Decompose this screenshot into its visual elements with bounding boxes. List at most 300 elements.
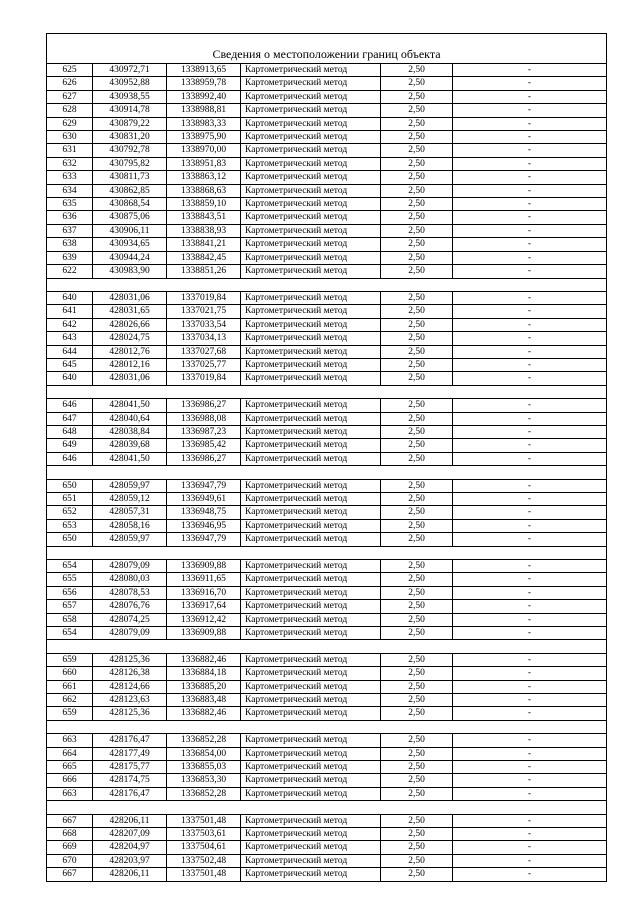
cell-description: - <box>453 519 607 532</box>
table-row <box>47 104 607 117</box>
cell-coord-x: 428012,16 <box>93 358 167 371</box>
cell-method: Картометрический метод <box>241 787 381 800</box>
cell-description: - <box>453 613 607 626</box>
cell-coord-x: 428031,06 <box>93 372 167 385</box>
cell-coord-x: 428041,50 <box>93 452 167 465</box>
cell-method: Картометрический метод <box>241 171 381 184</box>
cell-method: Картометрический метод <box>241 372 381 385</box>
cell-coord-y: 1337034,13 <box>167 332 241 345</box>
cell-point-number: 639 <box>47 251 93 264</box>
cell-coord-x: 428124,66 <box>93 680 167 693</box>
cell-accuracy: 2,50 <box>381 492 453 505</box>
cell-accuracy: 2,50 <box>381 305 453 318</box>
group-separator-row <box>47 466 607 479</box>
cell-coord-x: 428080,03 <box>93 573 167 586</box>
cell-accuracy: 2,50 <box>381 372 453 385</box>
cell-coord-y: 1336986,27 <box>167 399 241 412</box>
table-row <box>47 613 607 626</box>
cell-method: Картометрический метод <box>241 573 381 586</box>
group-separator-row <box>47 546 607 559</box>
cell-description: - <box>453 667 607 680</box>
cell-point-number: 666 <box>47 774 93 787</box>
cell-coord-y: 1336916,70 <box>167 586 241 599</box>
cell-coord-x: 430906,11 <box>93 224 167 237</box>
cell-method: Картометрический метод <box>241 519 381 532</box>
cell-coord-x: 428026,66 <box>93 318 167 331</box>
cell-method: Картометрический метод <box>241 131 381 144</box>
table-row <box>47 854 607 867</box>
cell-accuracy: 2,50 <box>381 412 453 425</box>
cell-point-number: 659 <box>47 653 93 666</box>
cell-coord-y: 1338841,21 <box>167 238 241 251</box>
cell-point-number: 663 <box>47 734 93 747</box>
cell-description: - <box>453 559 607 572</box>
cell-accuracy: 2,50 <box>381 613 453 626</box>
cell-coord-x: 428207,09 <box>93 828 167 841</box>
cell-description: - <box>453 841 607 854</box>
cell-method: Картометрический метод <box>241 332 381 345</box>
cell-coord-y: 1337033,54 <box>167 318 241 331</box>
cell-method: Картометрический метод <box>241 774 381 787</box>
cell-method: Картометрический метод <box>241 305 381 318</box>
cell-coord-y: 1338843,51 <box>167 211 241 224</box>
cell-accuracy: 2,50 <box>381 332 453 345</box>
cell-coord-y: 1336988,08 <box>167 412 241 425</box>
cell-accuracy: 2,50 <box>381 533 453 546</box>
cell-coord-y: 1336854,00 <box>167 747 241 760</box>
cell-accuracy: 2,50 <box>381 90 453 103</box>
table-row <box>47 734 607 747</box>
cell-accuracy: 2,50 <box>381 667 453 680</box>
cell-method: Картометрический метод <box>241 653 381 666</box>
table-row <box>47 224 607 237</box>
cell-coord-y: 1337501,48 <box>167 868 241 881</box>
cell-coord-x: 428206,11 <box>93 868 167 881</box>
group-separator-cell <box>47 801 607 814</box>
cell-coord-y: 1336853,30 <box>167 774 241 787</box>
cell-coord-y: 1336985,42 <box>167 439 241 452</box>
cell-coord-x: 428174,75 <box>93 774 167 787</box>
cell-method: Картометрический метод <box>241 600 381 613</box>
cell-coord-y: 1337021,75 <box>167 305 241 318</box>
cell-coord-x: 430862,85 <box>93 184 167 197</box>
cell-point-number: 667 <box>47 814 93 827</box>
cell-coord-x: 430811,73 <box>93 171 167 184</box>
cell-coord-y: 1336885,20 <box>167 680 241 693</box>
cell-accuracy: 2,50 <box>381 573 453 586</box>
cell-method: Картометрический метод <box>241 117 381 130</box>
cell-method: Картометрический метод <box>241 345 381 358</box>
cell-accuracy: 2,50 <box>381 64 453 77</box>
cell-description: - <box>453 680 607 693</box>
cell-description: - <box>453 224 607 237</box>
cell-coord-y: 1336882,46 <box>167 707 241 720</box>
cell-accuracy: 2,50 <box>381 358 453 371</box>
cell-description: - <box>453 291 607 304</box>
cell-description: - <box>453 171 607 184</box>
cell-accuracy: 2,50 <box>381 600 453 613</box>
table-row <box>47 117 607 130</box>
cell-point-number: 656 <box>47 586 93 599</box>
table-row <box>47 425 607 438</box>
cell-point-number: 640 <box>47 291 93 304</box>
cell-coord-y: 1336947,79 <box>167 479 241 492</box>
cell-point-number: 632 <box>47 157 93 170</box>
cell-coord-x: 428125,36 <box>93 653 167 666</box>
table-row <box>47 157 607 170</box>
table-row <box>47 814 607 827</box>
table-row <box>47 238 607 251</box>
cell-accuracy: 2,50 <box>381 680 453 693</box>
table-row <box>47 600 607 613</box>
cell-coord-y: 1337502,48 <box>167 854 241 867</box>
cell-point-number: 657 <box>47 600 93 613</box>
cell-point-number: 634 <box>47 184 93 197</box>
cell-coord-x: 428039,68 <box>93 439 167 452</box>
cell-coord-x: 428041,50 <box>93 399 167 412</box>
group-separator-cell <box>47 466 607 479</box>
group-separator-row <box>47 640 607 653</box>
cell-coord-y: 1336948,75 <box>167 506 241 519</box>
cell-coord-y: 1337503,61 <box>167 828 241 841</box>
cell-method: Картометрический метод <box>241 479 381 492</box>
cell-point-number: 646 <box>47 399 93 412</box>
cell-point-number: 625 <box>47 64 93 77</box>
cell-coord-x: 428074,25 <box>93 613 167 626</box>
cell-description: - <box>453 479 607 492</box>
cell-coord-x: 428058,16 <box>93 519 167 532</box>
cell-coord-y: 1338842,45 <box>167 251 241 264</box>
cell-accuracy: 2,50 <box>381 144 453 157</box>
cell-description: - <box>453 653 607 666</box>
cell-accuracy: 2,50 <box>381 854 453 867</box>
cell-accuracy: 2,50 <box>381 627 453 640</box>
cell-coord-y: 1338951,83 <box>167 157 241 170</box>
cell-method: Картометрический метод <box>241 707 381 720</box>
cell-coord-y: 1338838,93 <box>167 224 241 237</box>
cell-method: Картометрический метод <box>241 412 381 425</box>
cell-method: Картометрический метод <box>241 667 381 680</box>
cell-coord-x: 428206,11 <box>93 814 167 827</box>
cell-coord-x: 428204,97 <box>93 841 167 854</box>
cell-point-number: 668 <box>47 828 93 841</box>
cell-coord-y: 1336986,27 <box>167 452 241 465</box>
table-row <box>47 439 607 452</box>
cell-coord-x: 430952,88 <box>93 77 167 90</box>
cell-accuracy: 2,50 <box>381 586 453 599</box>
cell-method: Картометрический метод <box>241 157 381 170</box>
cell-accuracy: 2,50 <box>381 184 453 197</box>
cell-method: Картометрический метод <box>241 828 381 841</box>
cell-description: - <box>453 586 607 599</box>
cell-accuracy: 2,50 <box>381 814 453 827</box>
cell-description: - <box>453 761 607 774</box>
cell-point-number: 661 <box>47 680 93 693</box>
cell-point-number: 667 <box>47 868 93 881</box>
table-row <box>47 211 607 224</box>
cell-coord-y: 1338868,63 <box>167 184 241 197</box>
cell-point-number: 641 <box>47 305 93 318</box>
cell-coord-x: 428059,97 <box>93 479 167 492</box>
group-separator-row <box>47 278 607 291</box>
cell-description: - <box>453 184 607 197</box>
cell-coord-y: 1338913,65 <box>167 64 241 77</box>
cell-point-number: 648 <box>47 425 93 438</box>
cell-accuracy: 2,50 <box>381 224 453 237</box>
cell-point-number: 642 <box>47 318 93 331</box>
cell-coord-x: 428123,63 <box>93 694 167 707</box>
cell-coord-y: 1338975,90 <box>167 131 241 144</box>
document-sheet <box>46 33 606 882</box>
cell-point-number: 658 <box>47 613 93 626</box>
table-row <box>47 372 607 385</box>
table-row <box>47 694 607 707</box>
cell-coord-x: 430934,65 <box>93 238 167 251</box>
cell-accuracy: 2,50 <box>381 787 453 800</box>
cell-accuracy: 2,50 <box>381 291 453 304</box>
cell-description: - <box>453 747 607 760</box>
table-row <box>47 841 607 854</box>
table-row <box>47 171 607 184</box>
table-row <box>47 627 607 640</box>
cell-coord-x: 428059,97 <box>93 533 167 546</box>
cell-accuracy: 2,50 <box>381 157 453 170</box>
cell-method: Картометрический метод <box>241 492 381 505</box>
cell-method: Картометрический метод <box>241 238 381 251</box>
table-row <box>47 184 607 197</box>
table-row <box>47 90 607 103</box>
cell-method: Картометрический метод <box>241 265 381 278</box>
cell-method: Картометрический метод <box>241 291 381 304</box>
cell-point-number: 645 <box>47 358 93 371</box>
table-row <box>47 492 607 505</box>
cell-coord-x: 428059,12 <box>93 492 167 505</box>
cell-accuracy: 2,50 <box>381 653 453 666</box>
table-row <box>47 144 607 157</box>
cell-coord-y: 1338851,26 <box>167 265 241 278</box>
cell-coord-y: 1336884,18 <box>167 667 241 680</box>
cell-point-number: 663 <box>47 787 93 800</box>
group-separator-cell <box>47 278 607 291</box>
cell-point-number: 665 <box>47 761 93 774</box>
cell-point-number: 636 <box>47 211 93 224</box>
table-row <box>47 667 607 680</box>
cell-coord-y: 1338959,78 <box>167 77 241 90</box>
cell-coord-y: 1336949,61 <box>167 492 241 505</box>
cell-coord-x: 430944,24 <box>93 251 167 264</box>
cell-method: Картометрический метод <box>241 613 381 626</box>
cell-point-number: 646 <box>47 452 93 465</box>
cell-description: - <box>453 358 607 371</box>
cell-method: Картометрический метод <box>241 439 381 452</box>
cell-description: - <box>453 854 607 867</box>
table-row <box>47 828 607 841</box>
cell-method: Картометрический метод <box>241 747 381 760</box>
group-separator-row <box>47 385 607 398</box>
cell-coord-x: 430983,90 <box>93 265 167 278</box>
cell-coord-x: 428177,49 <box>93 747 167 760</box>
cell-coord-y: 1336909,88 <box>167 627 241 640</box>
cell-method: Картометрический метод <box>241 761 381 774</box>
cell-point-number: 650 <box>47 479 93 492</box>
cell-point-number: 631 <box>47 144 93 157</box>
table-row <box>47 559 607 572</box>
cell-accuracy: 2,50 <box>381 747 453 760</box>
cell-point-number: 655 <box>47 573 93 586</box>
cell-description: - <box>453 573 607 586</box>
cell-point-number: 651 <box>47 492 93 505</box>
cell-coord-y: 1338970,00 <box>167 144 241 157</box>
group-separator-cell <box>47 720 607 733</box>
table-row <box>47 506 607 519</box>
cell-coord-x: 428076,76 <box>93 600 167 613</box>
cell-description: - <box>453 238 607 251</box>
cell-point-number: 643 <box>47 332 93 345</box>
cell-point-number: 669 <box>47 841 93 854</box>
table-title: Сведения о местоположении границ объекта <box>47 34 607 64</box>
cell-method: Картометрический метод <box>241 734 381 747</box>
cell-description: - <box>453 131 607 144</box>
cell-coord-y: 1337019,84 <box>167 372 241 385</box>
table-row <box>47 519 607 532</box>
table-row <box>47 251 607 264</box>
cell-coord-y: 1338859,10 <box>167 198 241 211</box>
cell-coord-y: 1336987,23 <box>167 425 241 438</box>
cell-method: Картометрический метод <box>241 90 381 103</box>
cell-accuracy: 2,50 <box>381 399 453 412</box>
table-row <box>47 399 607 412</box>
cell-method: Картометрический метод <box>241 198 381 211</box>
cell-coord-y: 1336883,48 <box>167 694 241 707</box>
cell-description: - <box>453 251 607 264</box>
table-row <box>47 77 607 90</box>
table-row <box>47 533 607 546</box>
cell-coord-y: 1336852,28 <box>167 734 241 747</box>
cell-coord-x: 430792,78 <box>93 144 167 157</box>
cell-description: - <box>453 787 607 800</box>
cell-coord-y: 1338988,81 <box>167 104 241 117</box>
cell-method: Картометрический метод <box>241 586 381 599</box>
cell-description: - <box>453 814 607 827</box>
cell-method: Картометрический метод <box>241 251 381 264</box>
cell-coord-x: 428040,64 <box>93 412 167 425</box>
cell-coord-y: 1338983,33 <box>167 117 241 130</box>
cell-coord-y: 1336912,42 <box>167 613 241 626</box>
table-row <box>47 747 607 760</box>
cell-accuracy: 2,50 <box>381 251 453 264</box>
group-separator-cell <box>47 385 607 398</box>
cell-coord-x: 430795,82 <box>93 157 167 170</box>
cell-point-number: 650 <box>47 533 93 546</box>
cell-method: Картометрический метод <box>241 452 381 465</box>
cell-method: Картометрический метод <box>241 224 381 237</box>
cell-point-number: 662 <box>47 694 93 707</box>
cell-description: - <box>453 439 607 452</box>
cell-point-number: 649 <box>47 439 93 452</box>
cell-coord-x: 428079,09 <box>93 627 167 640</box>
cell-method: Картометрический метод <box>241 77 381 90</box>
cell-description: - <box>453 707 607 720</box>
cell-coord-y: 1337019,84 <box>167 291 241 304</box>
cell-description: - <box>453 157 607 170</box>
table-row <box>47 318 607 331</box>
table-row <box>47 680 607 693</box>
cell-method: Картометрический метод <box>241 358 381 371</box>
table-row <box>47 332 607 345</box>
cell-description: - <box>453 345 607 358</box>
cell-point-number: 654 <box>47 559 93 572</box>
cell-method: Картометрический метод <box>241 559 381 572</box>
cell-accuracy: 2,50 <box>381 265 453 278</box>
cell-description: - <box>453 600 607 613</box>
cell-coord-y: 1336909,88 <box>167 559 241 572</box>
cell-coord-x: 430875,06 <box>93 211 167 224</box>
cell-coord-y: 1336852,28 <box>167 787 241 800</box>
cell-description: - <box>453 64 607 77</box>
cell-accuracy: 2,50 <box>381 131 453 144</box>
cell-accuracy: 2,50 <box>381 707 453 720</box>
cell-point-number: 626 <box>47 77 93 90</box>
cell-description: - <box>453 734 607 747</box>
cell-description: - <box>453 412 607 425</box>
cell-accuracy: 2,50 <box>381 238 453 251</box>
cell-method: Картометрический метод <box>241 506 381 519</box>
cell-coord-y: 1336917,64 <box>167 600 241 613</box>
cell-point-number: 653 <box>47 519 93 532</box>
group-separator-cell <box>47 546 607 559</box>
table-row <box>47 653 607 666</box>
cell-coord-y: 1337027,68 <box>167 345 241 358</box>
cell-accuracy: 2,50 <box>381 694 453 707</box>
cell-coord-x: 428031,06 <box>93 291 167 304</box>
cell-coord-x: 428126,38 <box>93 667 167 680</box>
cell-coord-x: 430938,55 <box>93 90 167 103</box>
cell-accuracy: 2,50 <box>381 211 453 224</box>
table-row <box>47 64 607 77</box>
cell-description: - <box>453 452 607 465</box>
table-row <box>47 198 607 211</box>
cell-point-number: 644 <box>47 345 93 358</box>
cell-accuracy: 2,50 <box>381 198 453 211</box>
cell-coord-x: 430868,54 <box>93 198 167 211</box>
boundary-coordinates-table <box>46 33 607 882</box>
cell-description: - <box>453 90 607 103</box>
cell-coord-x: 430831,20 <box>93 131 167 144</box>
cell-coord-y: 1336947,79 <box>167 533 241 546</box>
table-row <box>47 291 607 304</box>
cell-coord-y: 1336911,65 <box>167 573 241 586</box>
cell-point-number: 660 <box>47 667 93 680</box>
cell-method: Картометрический метод <box>241 680 381 693</box>
cell-point-number: 647 <box>47 412 93 425</box>
group-separator-cell <box>47 640 607 653</box>
cell-coord-x: 428012,76 <box>93 345 167 358</box>
table-row <box>47 265 607 278</box>
cell-point-number: 635 <box>47 198 93 211</box>
cell-description: - <box>453 868 607 881</box>
cell-description: - <box>453 117 607 130</box>
cell-accuracy: 2,50 <box>381 77 453 90</box>
cell-accuracy: 2,50 <box>381 774 453 787</box>
cell-description: - <box>453 627 607 640</box>
cell-accuracy: 2,50 <box>381 479 453 492</box>
cell-coord-y: 1336855,03 <box>167 761 241 774</box>
cell-coord-x: 430972,71 <box>93 64 167 77</box>
cell-accuracy: 2,50 <box>381 318 453 331</box>
table-row <box>47 452 607 465</box>
cell-method: Картометрический метод <box>241 868 381 881</box>
cell-coord-y: 1336882,46 <box>167 653 241 666</box>
